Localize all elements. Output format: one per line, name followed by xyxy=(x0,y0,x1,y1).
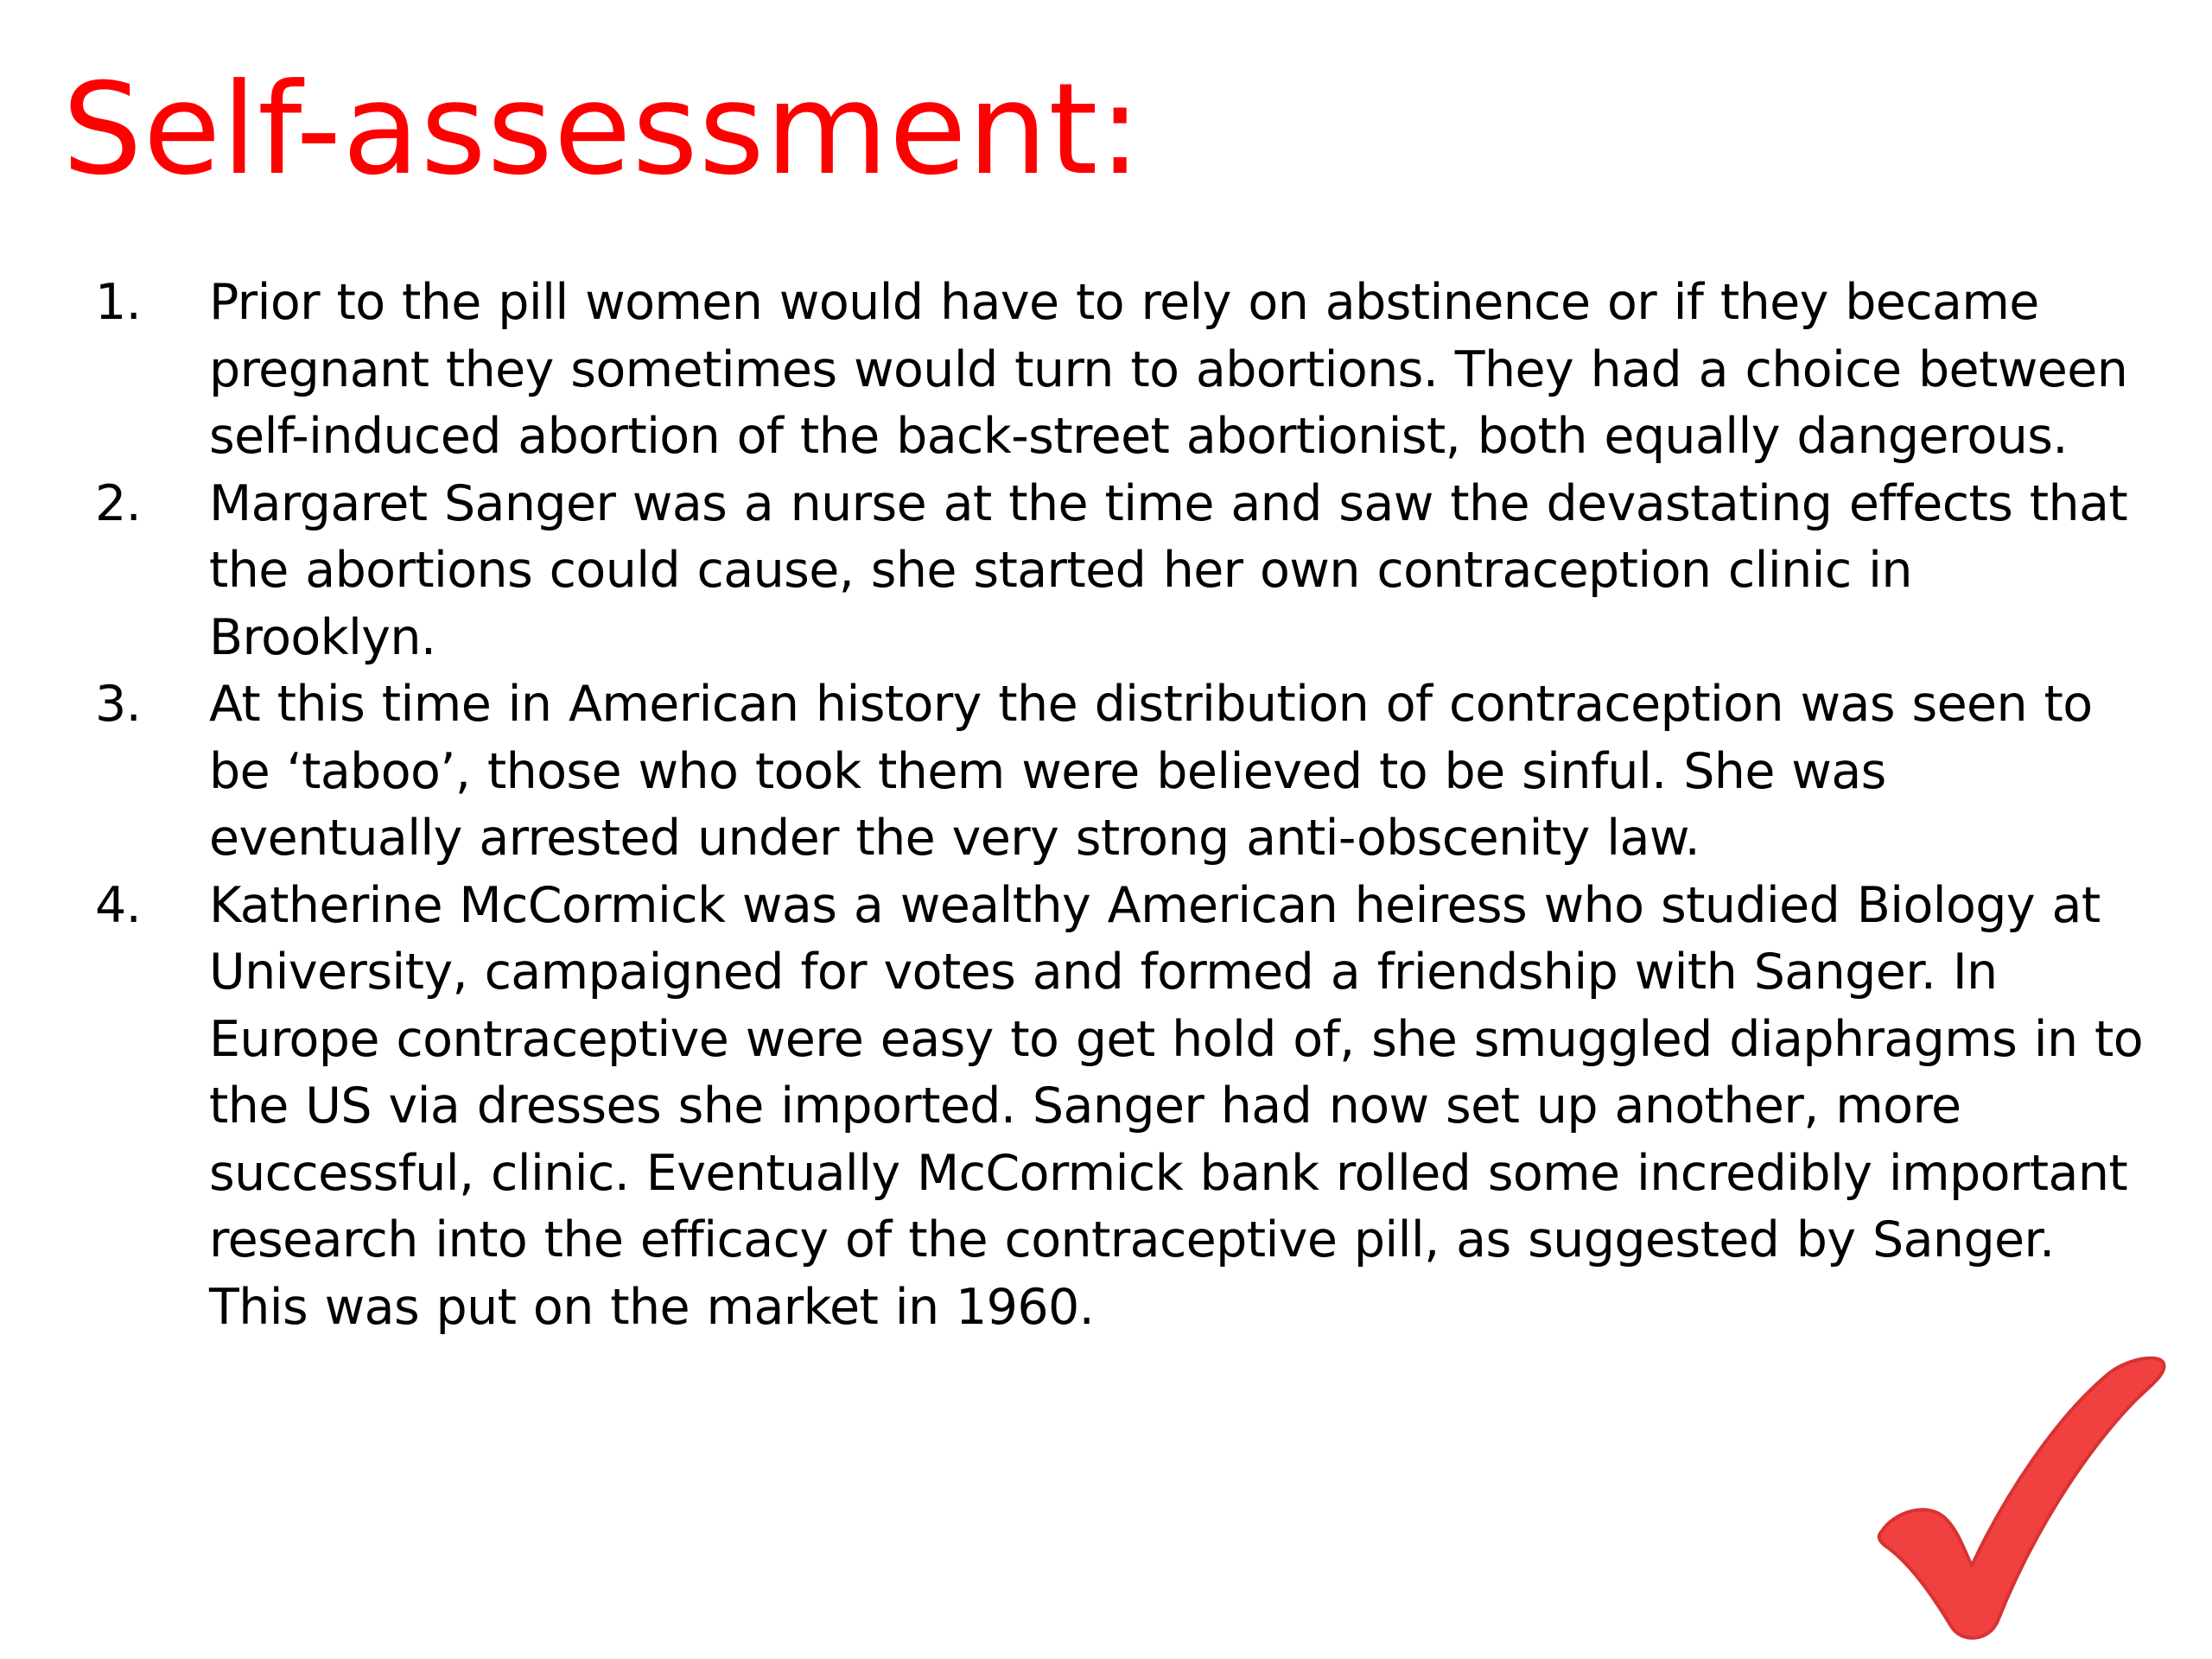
item-text: Prior to the pill women would have to rely on abstinence or if they became pregnant they sometimes would turn to abortions. They had a choice between self-induced abortion of the back-street abortionist, both equally dangerous. xyxy=(209,274,2128,465)
list-item xyxy=(95,471,2152,672)
assessment-list xyxy=(95,270,2152,1341)
list-item xyxy=(95,873,2152,1342)
item-number: 4. xyxy=(95,876,142,934)
item-text: Margaret Sanger was a nurse at the time and saw the devastating effects that the abortions could cause, she started her own contraception clinic in Brooklyn. xyxy=(209,474,2128,666)
item-text: Katherine McCormick was a wealthy American heiress who studied Biology at University, campaigned for votes and formed a friendship with Sanger. In Europe contraceptive were easy to get hold of, she smuggled diaphragms in to the US via dresses she imported. Sanger had now set up another, more successful, clinic. Eventually McCormick bank rolled some incredibly important research into the efficacy of the contraceptive pill, as suggested by Sanger. This was put on the market in 1960. xyxy=(209,876,2144,1336)
item-number: 1. xyxy=(95,274,142,331)
slide-title: Self-assessment: xyxy=(62,56,1142,203)
item-number: 3. xyxy=(95,676,142,733)
checkmark-icon xyxy=(1875,1348,2169,1646)
item-text: At this time in American history the distribution of contraception was seen to be ‘taboo’, those who took them were believed to be sinful. She was eventually arrested under the very strong anti-obscenity law. xyxy=(209,676,2093,867)
list-item xyxy=(95,671,2152,873)
item-number: 2. xyxy=(95,474,142,532)
list-item xyxy=(95,270,2152,471)
